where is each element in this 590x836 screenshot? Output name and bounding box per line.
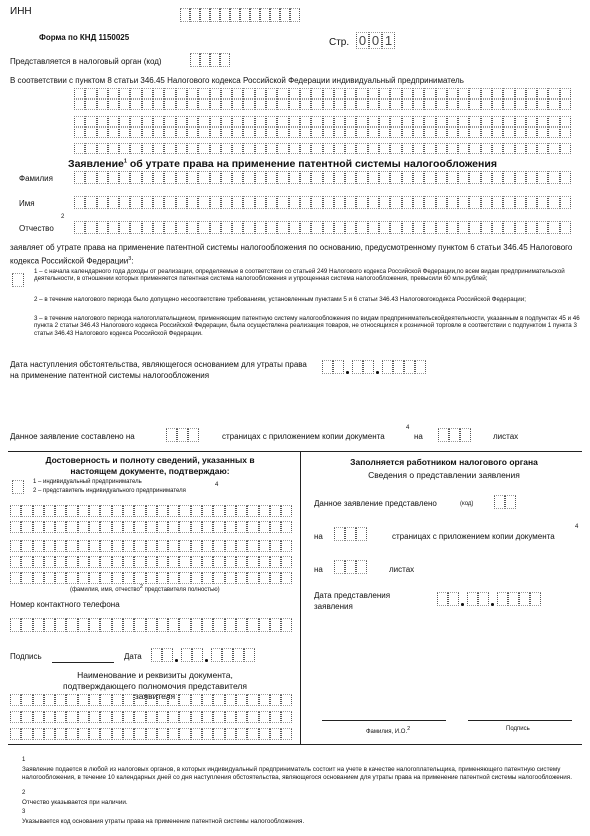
compiled-text1: Данное заявление составлено на [10, 432, 135, 441]
footnote-1: Заявление подается в любой из налоговых органов, в которых индивидуальный предприниматель состоит на учете в качестве налогоплательщика, применяющего патентную систему налогообложения, в течение 10 календарных дней со дня наступления обстоятельства, являющегося основанием для утраты права на применение патентной системы налогообложения. [22, 766, 572, 781]
declares-text [10, 243, 580, 267]
footnote-3: Указывается код основания утраты права на применение патентной системы налогообложения. [22, 818, 305, 825]
signer-fio-row[interactable] [10, 540, 292, 552]
submitted-label: Данное заявление представлено [314, 499, 437, 508]
sign-date-month[interactable] [181, 648, 203, 662]
bottom-divider [8, 744, 582, 745]
footnote-num-2: 2 [22, 790, 26, 796]
reason-option-3: 3 – в течение налогового периода налогоплательщиком, применяющим патентную систему налогообложения по видам предпринимательскойдеятельности, указанным в подпунктах 45 и 46 пункта 2 статьи 346.43 Налогового кодекса Российской Федерации, была осуществлена реализация товаров, не относящихся к розничной торговле в соответствии с подпунктом 1 пункта 3 статьи 346.43 Налогового кодекса Российской Федерации. [34, 315, 580, 337]
officer-signature-caption: Подпись [506, 726, 530, 732]
compiled-sheets-field[interactable] [438, 428, 471, 442]
event-date-month[interactable] [352, 360, 374, 374]
confirm-title: Достоверность и полноту сведений, указанных в настоящем документе, подтверждаю: [45, 455, 255, 476]
event-date-label: Дата наступления обстоятельства, являющегося основанием для утраты права на применение патентной системы налогообложения [10, 360, 307, 380]
signer-option-1: 1 – индивидуальный предприниматель [33, 479, 142, 485]
signer-type-field[interactable] [12, 480, 24, 494]
ip-name-row[interactable] [74, 88, 571, 99]
compiled-pages-field[interactable] [166, 428, 199, 442]
section-divider [8, 451, 582, 452]
page-title [68, 158, 497, 170]
submitted-code-caption: (код) [460, 501, 474, 507]
officer-fio-caption [366, 726, 410, 735]
right-on2-label: на [314, 565, 323, 574]
inn-field[interactable] [180, 8, 300, 22]
right-sheets-field[interactable] [334, 560, 367, 574]
title-part2: об утрате права на применение патентной системы налогообложения [126, 158, 497, 170]
phone-label: Номер контактного телефона [10, 600, 120, 609]
compiled-text2: страницах с приложением копии документа [222, 432, 385, 441]
inn-label: ИНН [10, 6, 32, 17]
compiled-text3: на [414, 432, 423, 441]
declares-sup: 3 [128, 255, 132, 262]
title-part1: Заявление [68, 158, 124, 170]
doc-requisites-row[interactable] [10, 728, 292, 740]
footnote-num-1: 1 [22, 757, 26, 763]
right-pages-sup: 4 [575, 524, 579, 530]
date-separator-dot [461, 603, 464, 606]
title-sup: 1 [123, 158, 127, 165]
signer-option-sup: 4 [215, 482, 219, 488]
date-separator-dot [491, 603, 494, 606]
submission-date-year[interactable] [497, 592, 541, 606]
officer-fio-sup: 2 [407, 726, 411, 732]
declares-colon: : [131, 256, 134, 266]
reason-code-field[interactable] [12, 273, 24, 287]
event-date-year[interactable] [382, 360, 426, 374]
in-accordance-text: В соответствии с пунктом 8 статьи 346.45 Налогового кодекса Российской Федерации индивидуальный предприниматель [10, 76, 464, 85]
tax-authority-label: Представляется в налоговый орган (код) [10, 57, 162, 66]
officer-fio-line[interactable] [322, 720, 446, 721]
tax-authority-code-field[interactable] [190, 53, 230, 67]
date-separator-dot [175, 659, 178, 662]
person-field-row[interactable] [74, 171, 571, 184]
fio-caption [70, 584, 220, 593]
signer-fio-row[interactable] [10, 521, 292, 533]
patronymic-label [19, 224, 54, 233]
officer-signature-line[interactable] [468, 720, 572, 721]
officer-title: Заполняется работником налогового органа [350, 457, 538, 467]
footnote-2: Отчество указывается при наличии. [22, 799, 128, 806]
fio-caption-sup: 2 [139, 584, 143, 590]
signer-fio-row[interactable] [10, 505, 292, 517]
ip-name-row[interactable] [74, 116, 571, 127]
date-separator-dot [346, 371, 349, 374]
sign-date-year[interactable] [211, 648, 255, 662]
submission-date-month[interactable] [467, 592, 489, 606]
form-code: Форма по КНД 1150025 [39, 33, 130, 42]
footnote-num-3: 3 [22, 809, 26, 815]
reason-option-1: 1 – с начала календарного года доходы от реализации, определяемые в соответствии со статьей 249 Налогового кодекса Российской Федерации,по всем видам предпринимательской деятельности, в отношении которых применяется патентная система налогообложения и упрощенная система налогообложения, превысили 60 млн.рублей; [34, 268, 565, 283]
event-date-day[interactable] [322, 360, 344, 374]
sign-date-day[interactable] [151, 648, 173, 662]
person-field-row[interactable] [74, 221, 571, 234]
reason-option-2: 2 – в течение налогового периода было допущено несоответствие требованиям, установленным пунктами 5 и 6 статьи 346.43 Налоговогокодекса Российской Федерации; [34, 296, 526, 303]
right-pages-text: страницах с приложением копии документа [392, 532, 555, 541]
patronymic-text: Отчество [19, 224, 54, 233]
page-digit: 1 [382, 32, 395, 49]
fio-caption-1: (фамилия, имя, отчество [70, 587, 140, 593]
surname-label: Фамилия [19, 174, 53, 183]
doc-requisites-row[interactable] [10, 694, 292, 706]
date-separator-dot [376, 371, 379, 374]
right-pages-field[interactable] [334, 527, 367, 541]
signature-label: Подпись [10, 652, 42, 661]
ip-name-row[interactable] [74, 99, 571, 110]
doc-title: Наименование и реквизиты документа, подтверждающего полномочия представителя заявителя [63, 670, 247, 701]
patronymic-sup: 2 [61, 214, 65, 220]
signer-fio-row[interactable] [10, 572, 292, 584]
phone-field[interactable] [10, 618, 292, 632]
signer-fio-row[interactable] [10, 556, 292, 568]
right-sheets-label: листах [389, 565, 415, 574]
date-separator-dot [205, 659, 208, 662]
page-number-field [356, 32, 395, 49]
right-on-label: на [314, 532, 323, 541]
officer-fio-text: Фамилия, И.О. [366, 729, 408, 735]
name-label: Имя [19, 199, 35, 208]
page-label: Стр. [329, 37, 350, 48]
page-digit: 0 [369, 32, 382, 49]
fio-caption-2: представителя полностью) [142, 587, 220, 593]
column-divider [300, 451, 301, 744]
submission-date-day[interactable] [437, 592, 459, 606]
compiled-text4: листах [493, 432, 519, 441]
doc-requisites-row[interactable] [10, 711, 292, 723]
submitted-code-field[interactable] [494, 495, 516, 509]
ip-name-row[interactable] [74, 127, 571, 138]
person-field-row[interactable] [74, 196, 571, 209]
signature-line[interactable] [52, 662, 114, 663]
page-digit: 0 [356, 32, 369, 49]
officer-subtitle: Сведения о представлении заявления [368, 470, 520, 480]
signer-option-2: 2 – представитель индивидуального предпринимателя [33, 488, 186, 494]
right-date-label: Дата представления заявления [314, 591, 391, 611]
sign-date-label: Дата [124, 652, 142, 661]
ip-name-row[interactable] [74, 143, 571, 154]
compiled-sup: 4 [406, 425, 410, 431]
declares-body: заявляет об утрате права на применение патентной системы налогообложения по основанию, предусмотренному пунктом 6 статьи 346.45 Налогового кодекса Российской Федерации [10, 243, 573, 266]
